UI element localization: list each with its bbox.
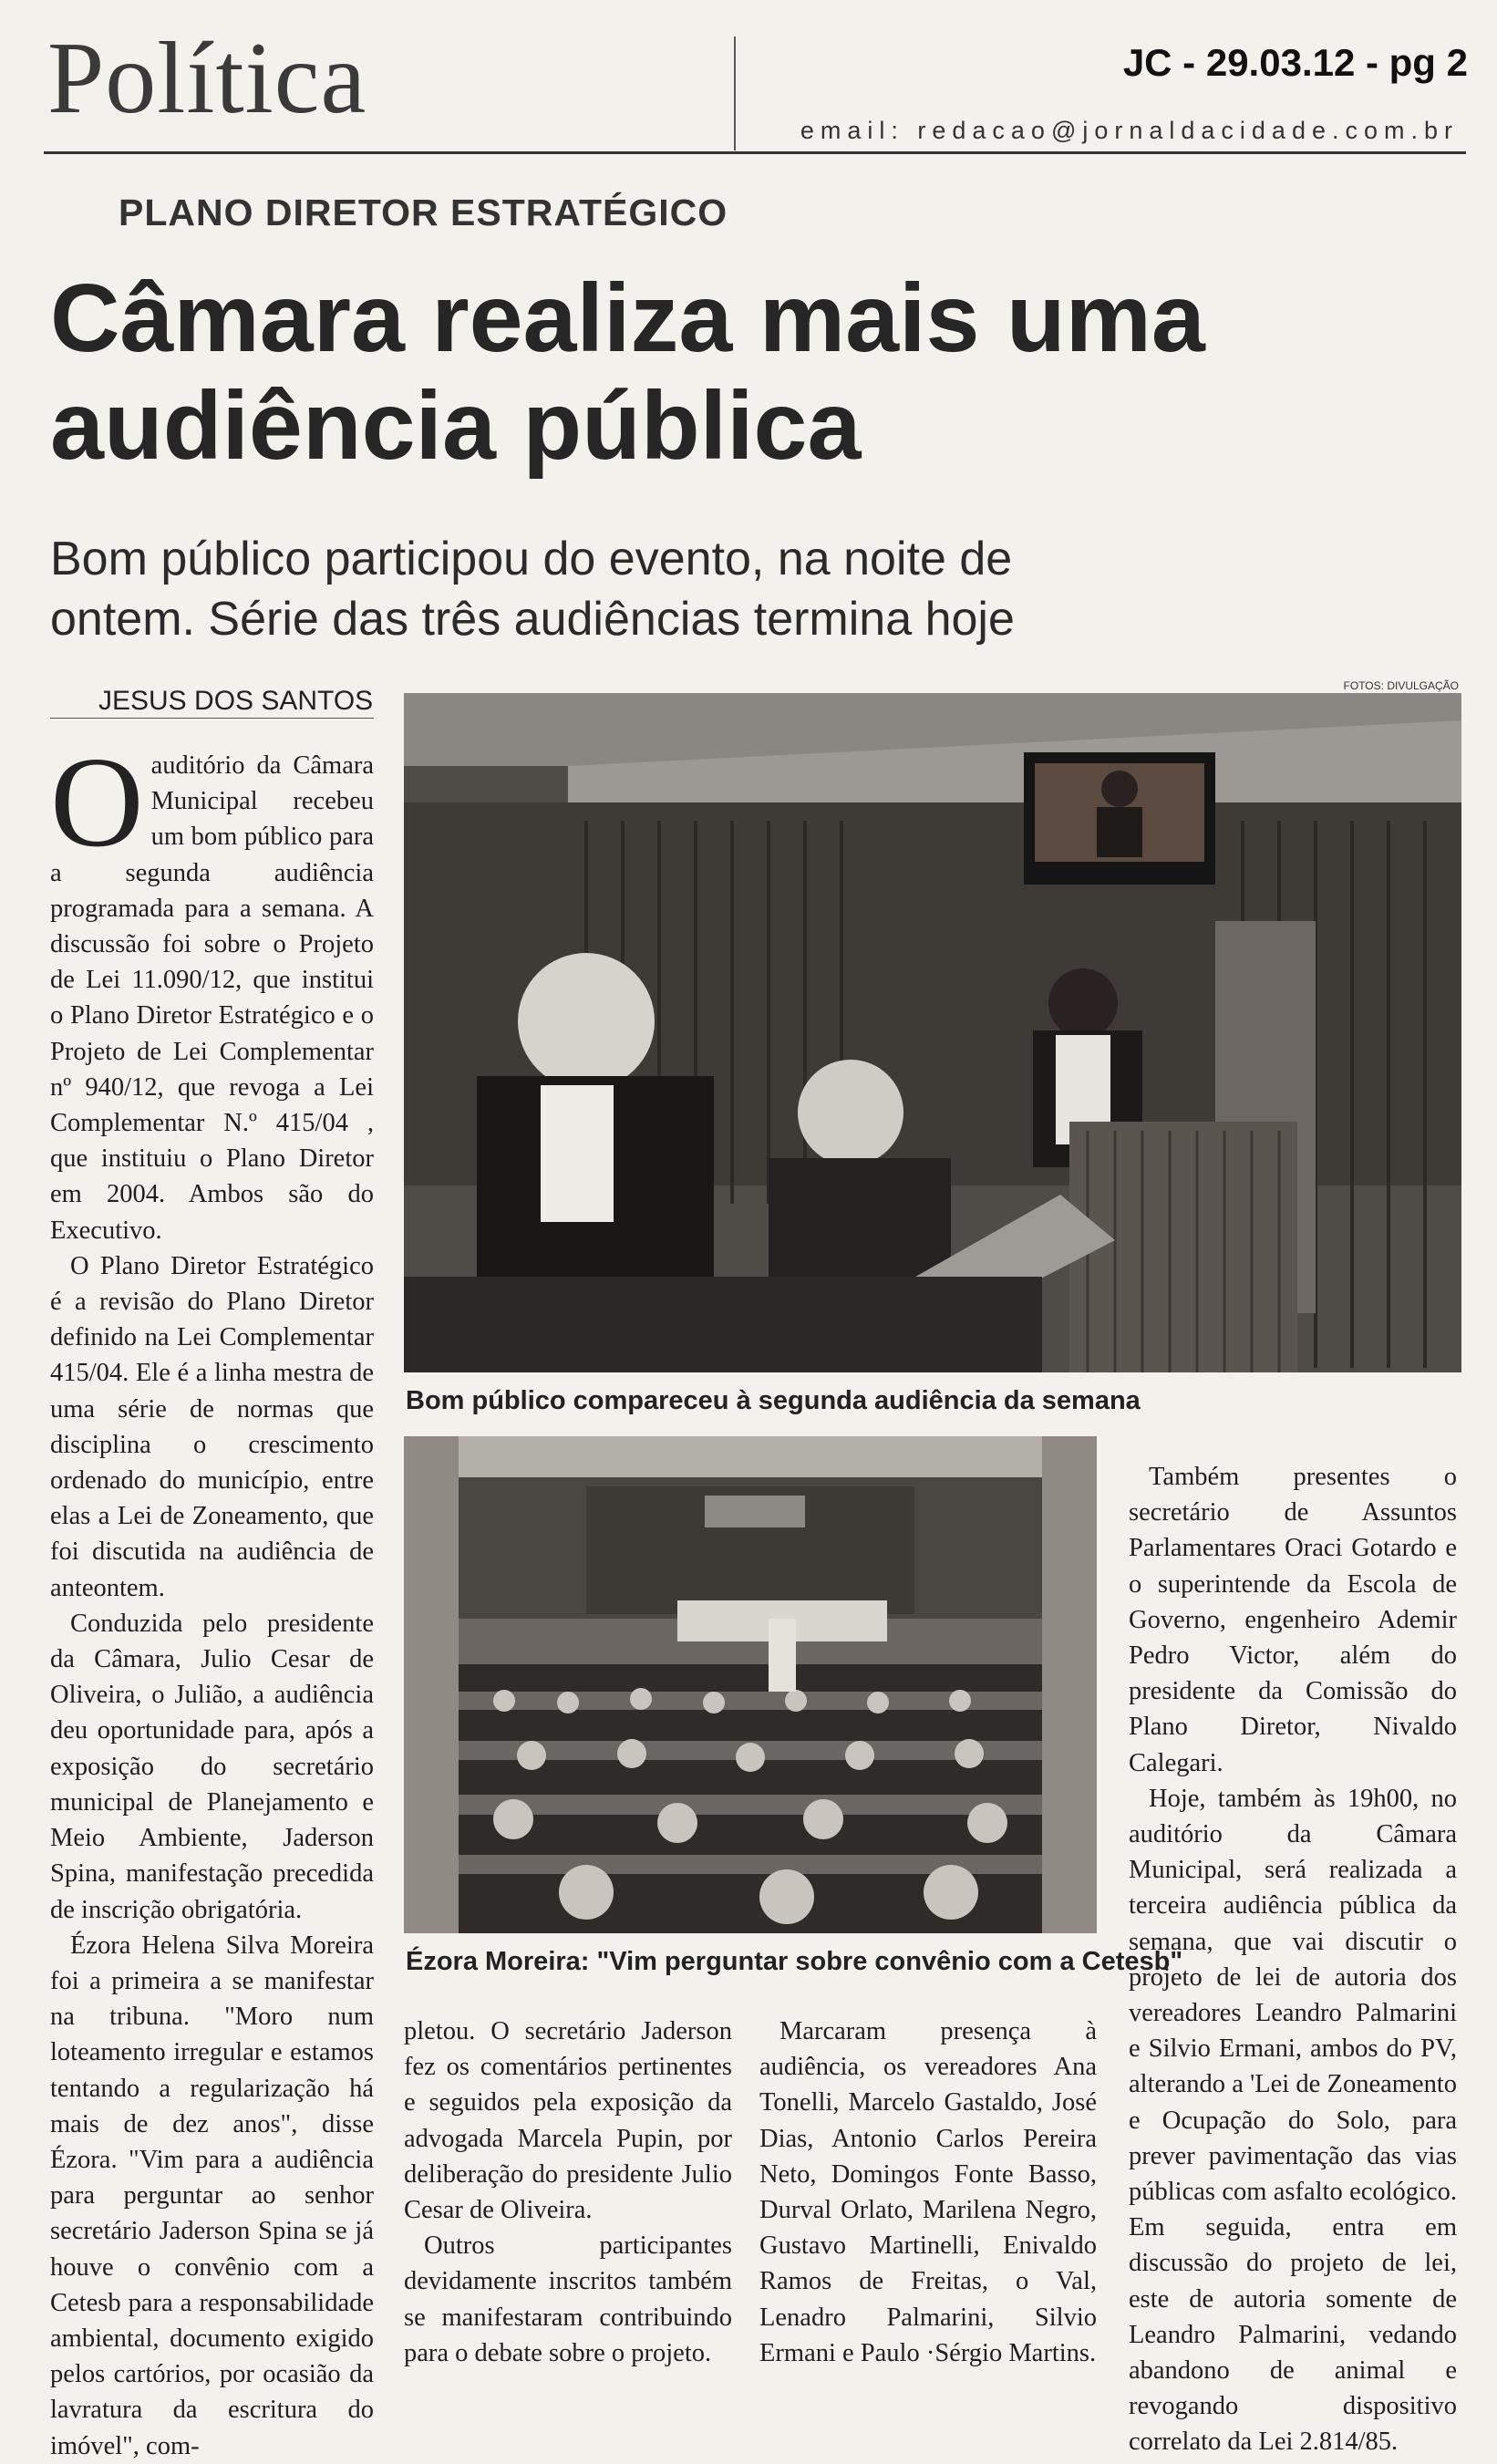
contact-email: email: redacao@jornaldacidade.com.br (800, 117, 1459, 144)
article-column-1 (50, 730, 374, 2464)
paragraph-2: O Plano Diretor Estratégico é a revisão do Plano Diretor definido na Lei Complementar 415/04. Ele é a linha mestra de uma série de normas que disciplina o crescimento ordenado do município, entre elas a Lei de Zoneamento, que foi discutida na audiência de anteontem. (50, 1251, 374, 1602)
photo-credit: FOTOS: DIVULGAÇÃO (1343, 679, 1459, 692)
drop-cap: O (50, 730, 144, 874)
article-headline: Câmara realiza mais uma audiência pública (50, 264, 1205, 480)
paragraph-3: Conduzida pelo presidente da Câmara, Julio Cesar de Oliveira, o Julião, a audiência deu oportunidade para, após a exposição do secretário municipal de Planejamento e Meio Ambiente, Jaderson Spina, manifestação precedida de inscrição obrigatória. (50, 1609, 374, 1924)
masthead-rule (44, 151, 1466, 154)
paragraph-5: Outros participantes devidamente inscritos também se manifestaram contribuindo para o debate sobre o projeto. (404, 2231, 732, 2367)
article-subhead: Bom público participou do evento, na noite de ontem. Série das três audiências termina hoje (50, 533, 1015, 646)
photo-plenario (404, 1436, 1097, 1933)
article-column-3 (759, 2014, 1097, 2371)
section-title: Política (47, 22, 367, 135)
paragraph-7: Também presentes o secretário de Assuntos Parlamentares Oraci Gotardo e o superintende da Escola de Governo, engenheiro Ademir Pedro Victor, além do presidente da Comissão do Plano Diretor, Nivaldo Calegari. (1129, 1463, 1457, 1777)
photo-tribuna-caption: Bom público compareceu à segunda audiência da semana (406, 1386, 1141, 1415)
issue-info: JC - 29.03.12 - pg 2 (1122, 41, 1468, 84)
photo-tribuna (404, 693, 1461, 1372)
paragraph-8: Hoje, também às 19h00, no auditório da Câmara Municipal, será realizada a terceira audiência pública da semana, que vai discutir o projeto de lei de autoria dos vereadores Leandro Palmarini e Silvio Ermani, ambos do PV, alterando a 'Lei de Zoneamento e Ocupação do Solo, para prever pavimentação das vias públicas com asfalto ecológico. Em seguida, entra em discussão do projeto de lei, este de autoria somente de Leandro Palmarini, vedando abandono de animal e revogando dispositivo correlato da Lei 2.814/85. (1129, 1784, 1457, 2457)
paragraph-4a: Ézora Helena Silva Moreira foi a primeira a se manifestar na tribuna. "Moro num loteamento irregular e estamos tentando a regularização há mais de dez anos", disse Ézora. "Vim para a audiência para perguntar ao senhor secretário Jaderson Spina se já houve o convênio com a Cetesb para a responsabilidade ambiental, documento exigido pelos cartórios, por ocasião da lavratura da escritura do imóvel", com- (50, 1931, 374, 2460)
paragraph-1: auditório da Câmara Municipal recebeu um bom público para a segunda audiência programada para a semana. A discussão foi sobre o Projeto de Lei 11.090/12, que institui o Plano Diretor Estratégico e o Projeto de Lei Complementar nº 940/12, que revoga a Lei Complementar N.º 415/04 , que instituiu o Plano Diretor em 2004. Ambos são do Executivo. (50, 751, 374, 1245)
paragraph-4b: pletou. O secretário Jaderson fez os comentários pertinentes e seguidos pela exposição da advogada Marcela Pupin, por deliberação do presidente Julio Cesar de Oliveira. (404, 2017, 732, 2225)
masthead-divider (734, 36, 736, 150)
paragraph-6: Marcaram presença à audiência, os vereadores Ana Tonelli, Marcelo Gastaldo, José Dias, Antonio Carlos Pereira Neto, Domingos Fonte Basso, Durval Orlato, Marilena Negro, Gustavo Martinelli, Enivaldo Ramos de Freitas, o Val, Lenadro Palmarini, Silvio Ermani e Paulo ·Sérgio Martins. (759, 2017, 1097, 2367)
article-kicker: PLANO DIRETOR ESTRATÉGICO (119, 192, 728, 233)
article-column-4 (1129, 1459, 1457, 2460)
article-byline: JESUS DOS SANTOS (98, 686, 374, 716)
article-column-2 (404, 2014, 732, 2371)
photo-plenario-caption: Ézora Moreira: "Vim perguntar sobre convênio com a Cetesb" (406, 1947, 1183, 1976)
byline-rule (50, 718, 374, 719)
